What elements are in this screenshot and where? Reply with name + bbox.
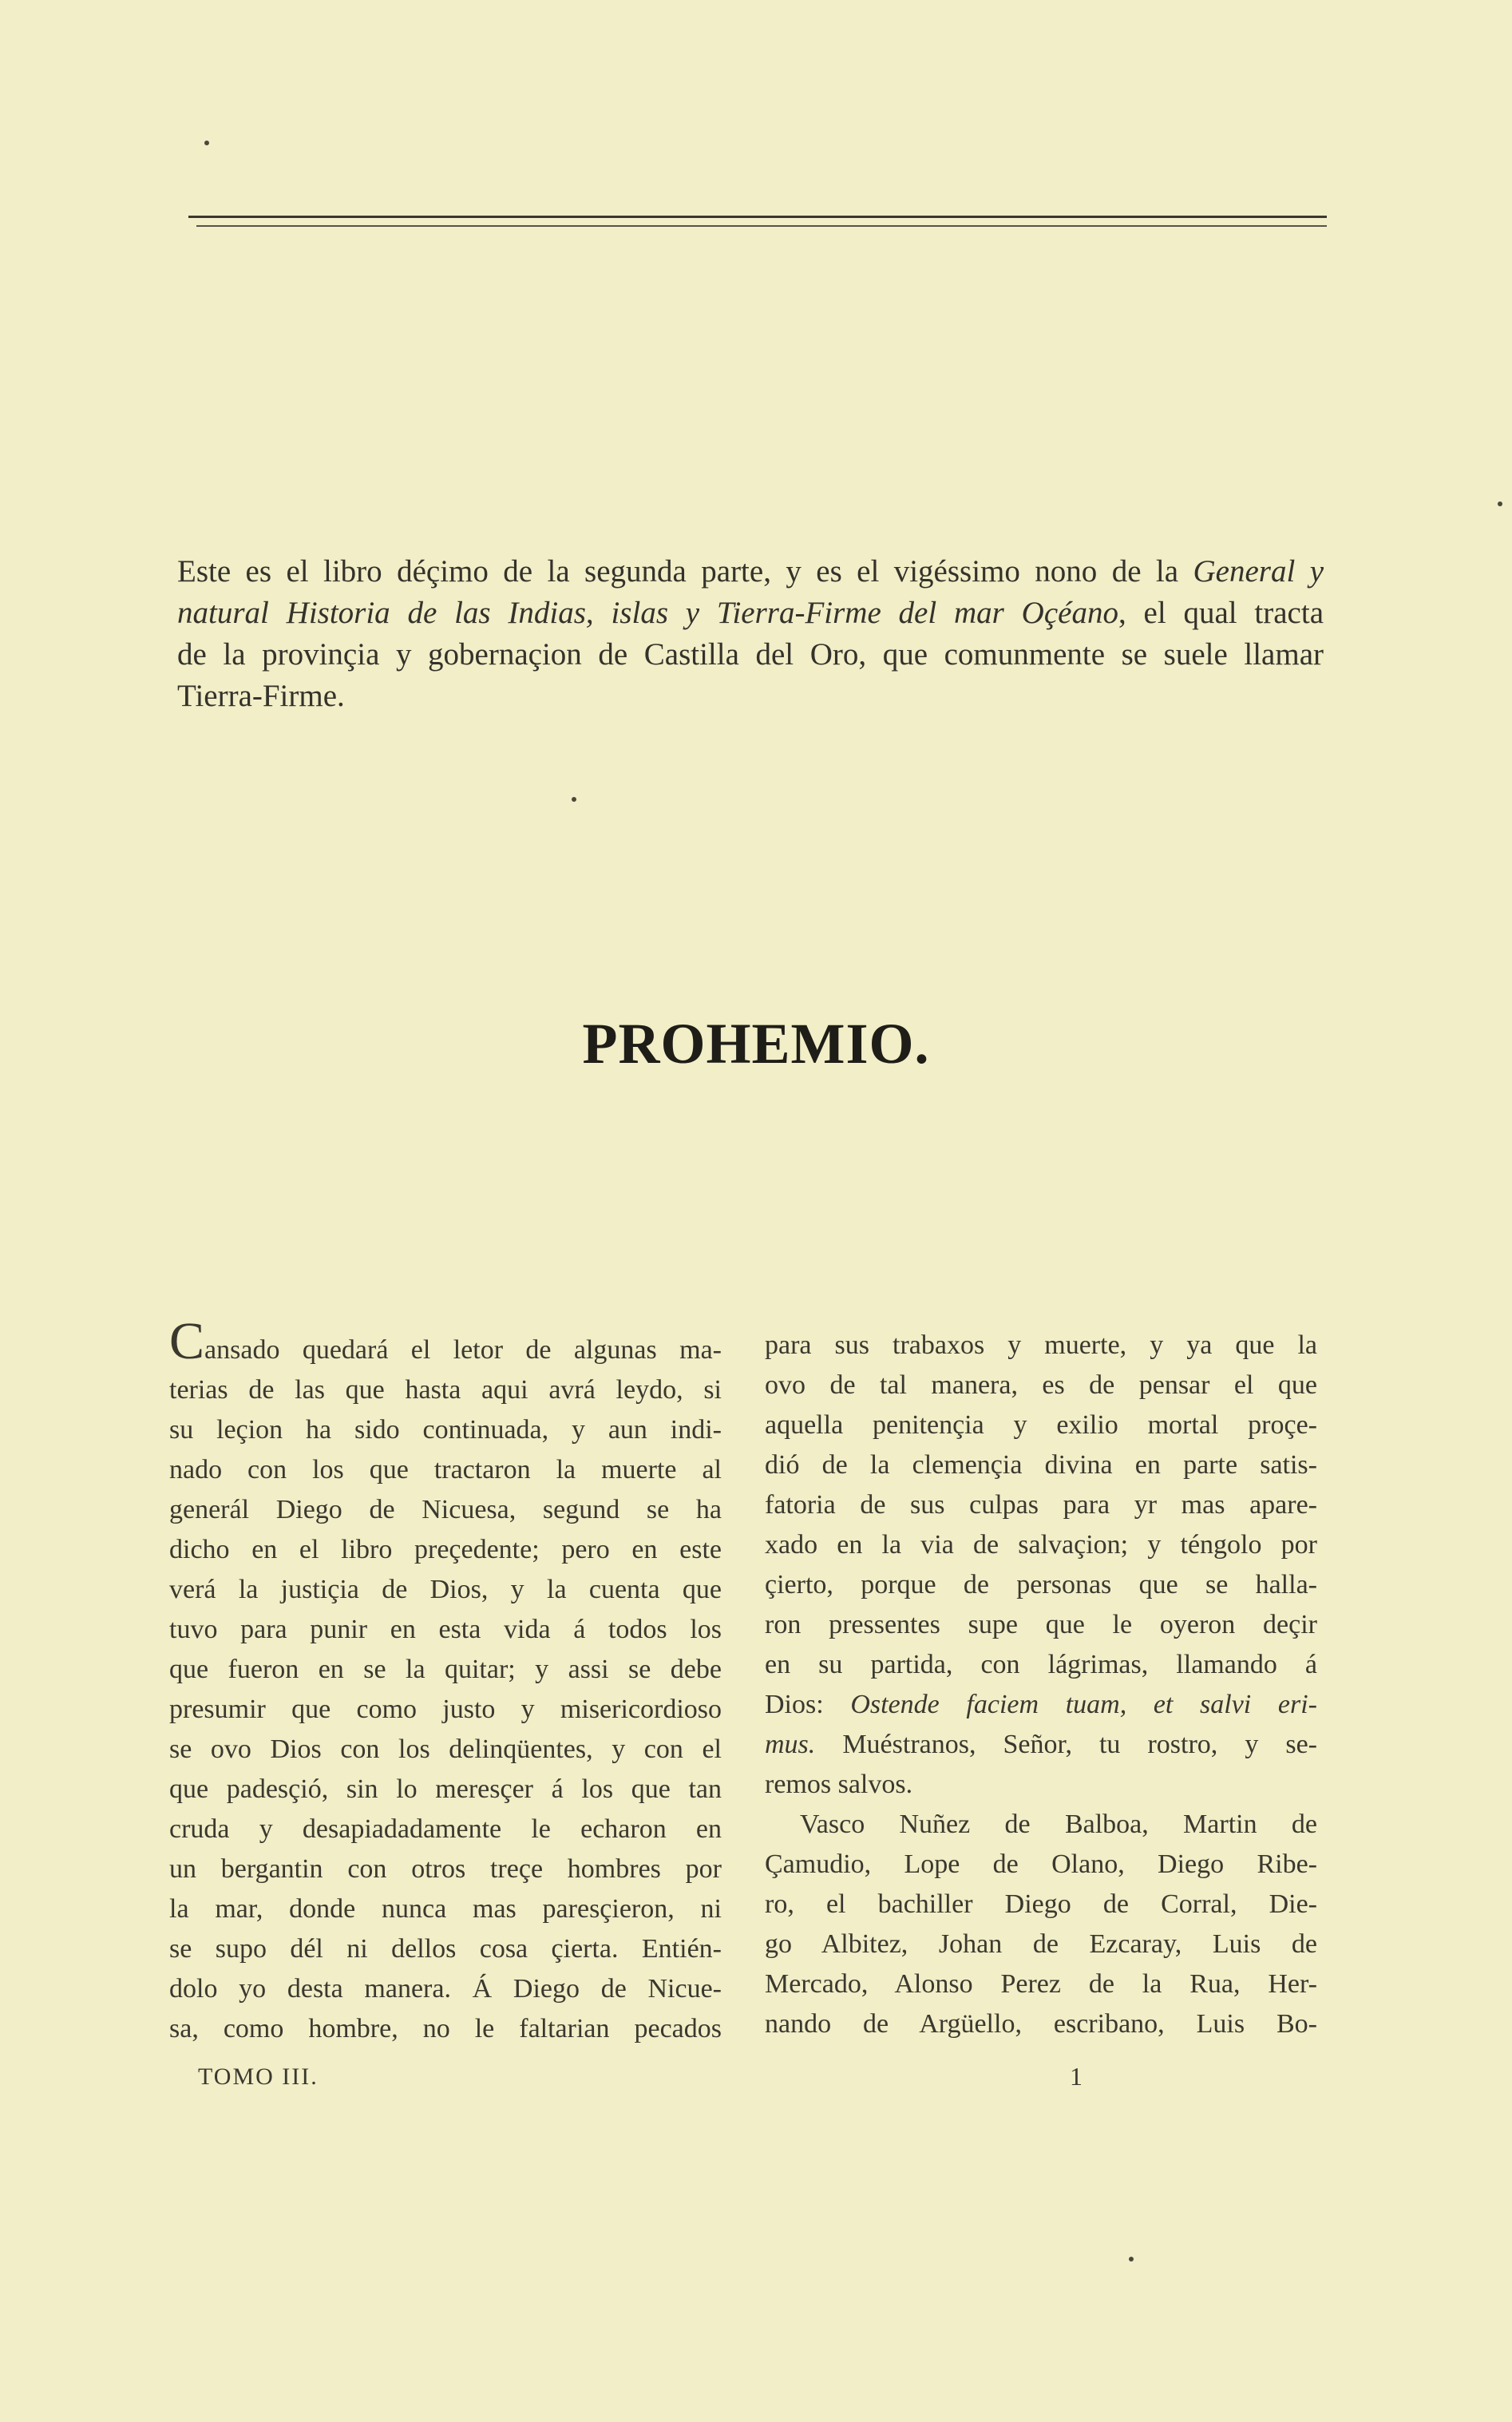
left-line: cruda y desapiadadamente le echaron en	[169, 1814, 722, 1844]
intro-line-2	[177, 593, 1324, 634]
left-line: se supo dél ni dellos cosa çierta. Entién-	[169, 1934, 722, 1964]
right-line: Mercado, Alonso Perez de la Rua, Her-	[765, 1969, 1317, 1999]
latin-quote: Ostende faciem tuam, et salvi eri-	[850, 1690, 1317, 1719]
left-line: un bergantin con otros treçe hombres por	[169, 1854, 722, 1884]
right-line-latin-1	[765, 1685, 1317, 1725]
left-line: sa, como hombre, no le faltarian pecados	[169, 2014, 722, 2043]
intro-line-3: de la provinçia y gobernaçion de Castilla del Oro, que comunmente se suele llamar	[177, 637, 1324, 672]
latin-quote: mus.	[765, 1730, 816, 1759]
right-column	[765, 1326, 1317, 2044]
intro-line-2-text: , el qual tracta	[1118, 596, 1324, 630]
left-line: dolo yo desta manera. Á Diego de Nicue-	[169, 1974, 722, 2004]
right-line: aquella penitençia y exilio mortal proçe-	[765, 1410, 1317, 1440]
top-rule	[188, 216, 1327, 218]
left-line: tuvo para punir en esta vida á todos los	[169, 1615, 722, 1644]
left-line: que fueron en se la quitar; y assi se debe	[169, 1655, 722, 1684]
intro-paragraph	[177, 551, 1324, 717]
left-line: la mar, donde nunca mas paresçieron, ni	[169, 1894, 722, 1924]
right-line: para sus trabaxos y muerte, y ya que la	[765, 1330, 1317, 1360]
left-line: se ovo Dios con los delinqüentes, y con el	[169, 1734, 722, 1764]
right-line: Çamudio, Lope de Olano, Diego Ribe-	[765, 1849, 1317, 1879]
right-line: fatoria de sus culpas para yr mas apare-	[765, 1490, 1317, 1520]
right-line: remos salvos.	[765, 1770, 913, 1799]
left-line: su leçion ha sido continuada, y aun indi-	[169, 1415, 722, 1445]
intro-line-1-italic: General y	[1193, 554, 1324, 589]
left-line-1	[169, 1312, 722, 1370]
left-line-1-text: ansado quedará el letor de algunas ma-	[204, 1335, 722, 1365]
right-line: nando de Argüello, escribano, Luis Bo-	[765, 2009, 1317, 2039]
right-line: çierto, porque de personas que se halla-	[765, 1570, 1317, 1599]
ink-speck	[204, 141, 209, 145]
right-line: dió de la clemençia divina en parte satis-	[765, 1450, 1317, 1480]
left-line: verá la justiçia de Dios, y la cuenta que	[169, 1575, 722, 1604]
right-line-text: Muéstranos, Señor, tu rostro, y se-	[815, 1730, 1317, 1759]
right-line: ovo de tal manera, es de pensar el que	[765, 1370, 1317, 1400]
left-line: nado con los que tractaron la muerte al	[169, 1455, 722, 1485]
intro-line-1	[177, 551, 1324, 593]
dropcap: C	[169, 1312, 205, 1370]
right-line: ro, el bachiller Diego de Corral, Die-	[765, 1889, 1317, 1919]
top-rule-thin	[196, 225, 1327, 227]
right-line: Vasco Nuñez de Balboa, Martin de	[800, 1810, 1317, 1839]
left-line: que padesçió, sin lo meresçer á los que tan	[169, 1774, 722, 1804]
page-number: 1	[1070, 2062, 1083, 2091]
intro-line-4: Tierra-Firme.	[177, 679, 345, 713]
intro-line-1-text: Este es el libro déçimo de la segunda parte, y es el vigéssimo nono de la	[177, 554, 1193, 589]
left-line: presumir que como justo y misericordioso	[169, 1695, 722, 1724]
right-line: go Albitez, Johan de Ezcaray, Luis de	[765, 1929, 1317, 1959]
right-line: en su partida, con lágrimas, llamando á	[765, 1650, 1317, 1679]
left-line: terias de las que hasta aqui avrá leydo, si	[169, 1375, 722, 1405]
right-line: ron pressentes supe que le oyeron deçir	[765, 1610, 1317, 1639]
page-title: PROHEMIO.	[582, 1012, 930, 1076]
left-column	[169, 1312, 722, 2049]
right-line-text: Dios:	[765, 1690, 851, 1719]
volume-label: TOMO III.	[198, 2063, 319, 2090]
left-line: dicho en el libro preçedente; pero en este	[169, 1535, 722, 1564]
ink-speck	[1129, 2257, 1134, 2261]
left-line: generál Diego de Nicuesa, segund se ha	[169, 1495, 722, 1524]
right-line-latin-2	[765, 1725, 1317, 1765]
right-line: xado en la via de salvaçion; y téngolo por	[765, 1530, 1317, 1560]
intro-line-2-italic: natural Historia de las Indias, islas y Tierra-Firme del mar Oçéano	[177, 596, 1118, 630]
ink-speck	[572, 797, 576, 802]
ink-speck	[1498, 501, 1502, 506]
